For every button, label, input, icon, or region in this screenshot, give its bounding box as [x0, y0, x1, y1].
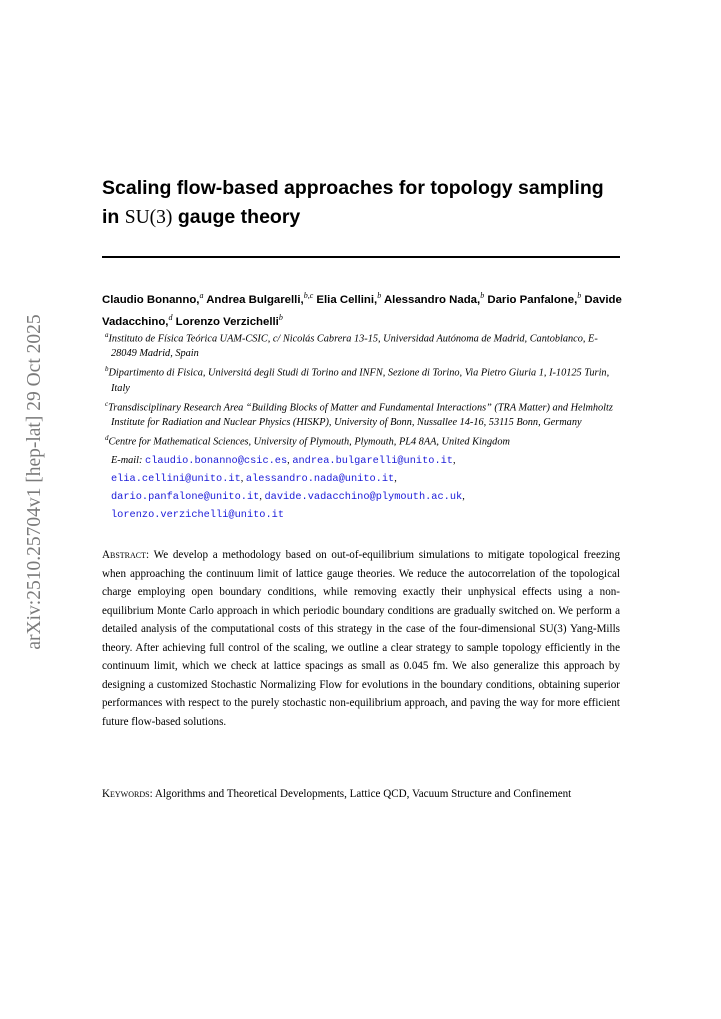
keywords-label: Keywords: — [102, 788, 153, 800]
author-name: Andrea Bulgarelli, — [206, 293, 304, 306]
author-name: Claudio Bonanno, — [102, 293, 200, 306]
paper-title — [102, 174, 642, 232]
email-label: E-mail: — [111, 454, 143, 466]
email-link[interactable]: andrea.bulgarelli@unito.it — [292, 454, 453, 467]
abstract — [102, 546, 620, 731]
author-affil-mark: b — [480, 291, 485, 300]
affiliation-text: Transdisciplinary Research Area “Building Blocks of Matter and Fundamental Interactions” (TRA Matter) and Helmholtz Institute for Radiation and Nuclear Physics (HISKP), University of Bonn, Nussallee 14-16, 53115 Bonn, Germany — [108, 402, 613, 429]
author-affil-mark: b — [278, 312, 283, 322]
affiliation-item — [102, 328, 622, 361]
keywords-text: Algorithms and Theoretical Developments, Lattice QCD, Vacuum Structure and Confinement — [154, 788, 572, 800]
arxiv-id: arXiv:2510.25704v1 [hep-lat] 29 Oct 2025 — [24, 314, 45, 650]
author-affil-mark: b — [377, 291, 382, 300]
author-affil-mark: a — [199, 291, 204, 300]
author-name: Davide Vadacchino, — [102, 293, 622, 328]
email-block: E-mail: claudio.bonanno@csic.es, andrea.bulgarelli@unito.it, elia.cellini@unito.it, alessandro.nada@unito.it, dario.panfalone@unito.it, davide.vadacchino@plymouth.ac.uk, lorenzo.verzichelli@unito.it — [111, 454, 465, 521]
affiliation-mark: a — [105, 331, 109, 339]
email-link[interactable]: claudio.bonanno@csic.es — [145, 454, 288, 467]
author-affil-mark: b — [577, 291, 582, 300]
author-name: Elia Cellini, — [316, 293, 378, 306]
abstract-text: We develop a methodology based on out-of-equilibrium simulations to mitigate topological freezing when approaching the continuum limit of lattice gauge theories. We reduce the autocorrelation of the topological charge employing open boundary conditions, while removing exactly their unphysical effects using a non-equilibrium Monte Carlo approach in which periodic boundary conditions are gradually switched on. We perform a detailed analysis of the computational costs of this strategy in the case of the four-dimensional SU(3) Yang-Mills theory. After achieving full control of the scaling, we outline a clear strategy to sample topology efficiently in the continuum limit, which we check at lattice spacings as small as 0.045 fm. We also generalize this approach by designing a customized Stochastic Normalizing Flow for evolutions in the boundary conditions, obtaining superior performances with respect to the purely stochastic non-equilibrium approach, and paving the way for more efficient future flow-based solutions. — [102, 549, 620, 728]
title-math: SU(3) — [124, 207, 173, 228]
title-rule — [102, 256, 620, 258]
affiliations-block — [102, 328, 622, 524]
email-link[interactable]: alessandro.nada@unito.it — [245, 472, 395, 485]
affiliation-item — [102, 362, 622, 395]
author-name: Lorenzo Verzichelli — [175, 315, 279, 328]
keywords — [102, 785, 620, 804]
affiliation-mark: b — [105, 365, 109, 374]
author-list — [102, 287, 622, 331]
email-link[interactable]: dario.panfalone@unito.it — [111, 490, 260, 503]
affiliation-item — [102, 431, 622, 449]
title-line2-start: in — [102, 206, 125, 228]
affiliation-mark: c — [105, 399, 109, 408]
title-line1: Scaling flow-based approaches for topology sampling — [102, 177, 604, 199]
author-affil-mark: b,c — [303, 291, 314, 300]
title-line2-end: gauge theory — [172, 206, 301, 228]
author-name: Alessandro Nada, — [383, 293, 481, 306]
author-name: Dario Panfalone, — [487, 293, 578, 306]
affiliation-text: Dipartimento di Fisica, Universitá degli Studi di Torino and INFN, Sezione di Torino, Via Pietro Giuria 1, I-10125 Turin, Italy — [108, 367, 610, 394]
email-link[interactable]: davide.vadacchino@plymouth.ac.uk — [264, 490, 463, 503]
affiliation-text: Instituto de Física Teórica UAM-CSIC, c/ Nicolás Cabrera 13-15, Universidad Autónoma de Madrid, Cantoblanco, E-28049 Madrid, Spain — [108, 333, 598, 360]
affiliation-list — [102, 328, 622, 450]
email-link[interactable]: lorenzo.verzichelli@unito.it — [111, 508, 285, 521]
abstract-label: Abstract: — [102, 549, 150, 561]
author-affil-mark: d — [168, 312, 173, 322]
affiliation-item — [102, 397, 622, 430]
email-link[interactable]: elia.cellini@unito.it — [111, 472, 241, 485]
arxiv-sidebar-stamp — [17, 292, 53, 672]
affiliation-text: Centre for Mathematical Sciences, University of Plymouth, Plymouth, PL4 8AA, United Kingdom — [108, 436, 510, 448]
affiliation-mark: d — [105, 434, 109, 443]
